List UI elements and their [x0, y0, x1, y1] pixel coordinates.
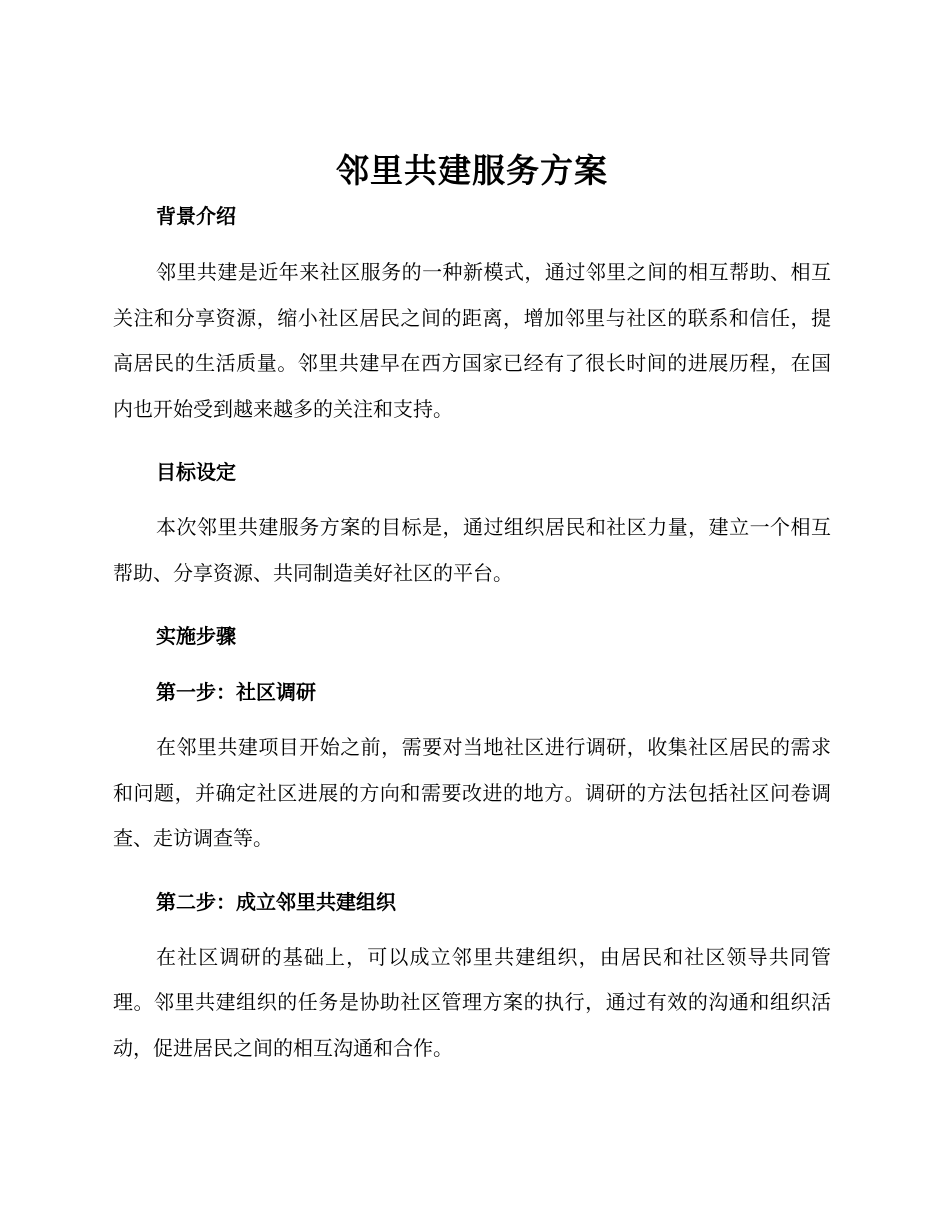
document-body — [113, 148, 831, 1071]
step-paragraph-1: 在邻里共建项目开始之前，需要对当地社区进行调研，收集社区居民的需求和问题，并确定社区进展的方向和需要改进的地方。调研的方法包括社区问卷调查、走访调查等。 — [113, 735, 831, 850]
section-heading-background: 背景介绍 — [156, 204, 236, 228]
step-heading-2: 第二步：成立邻里共建组织 — [156, 889, 396, 914]
document-title: 邻里共建服务方案 — [336, 151, 608, 190]
step-heading-1: 第一步：社区调研 — [156, 680, 316, 704]
section-heading-steps: 实施步骤 — [156, 624, 236, 648]
section-paragraph-goal: 本次邻里共建服务方案的目标是，通过组织居民和社区力量，建立一个相互帮助、分享资源、共同制造美好社区的平台。 — [113, 515, 831, 585]
step-paragraph-2: 在社区调研的基础上，可以成立邻里共建组织，由居民和社区领导共同管理。邻里共建组织的任务是协助社区管理方案的执行，通过有效的沟通和组织活动，促进居民之间的相互沟通和合作。 — [113, 944, 831, 1060]
section-heading-goal: 目标设定 — [156, 460, 236, 484]
section-paragraph-background: 邻里共建是近年来社区服务的一种新模式，通过邻里之间的相互帮助、相互关注和分享资源，缩小社区居民之间的距离，增加邻里与社区的联系和信任，提高居民的生活质量。邻里共建早在西方国家已经有了很长时间的进展历程，在国内也开始受到越来越多的关注和支持。 — [113, 260, 831, 421]
